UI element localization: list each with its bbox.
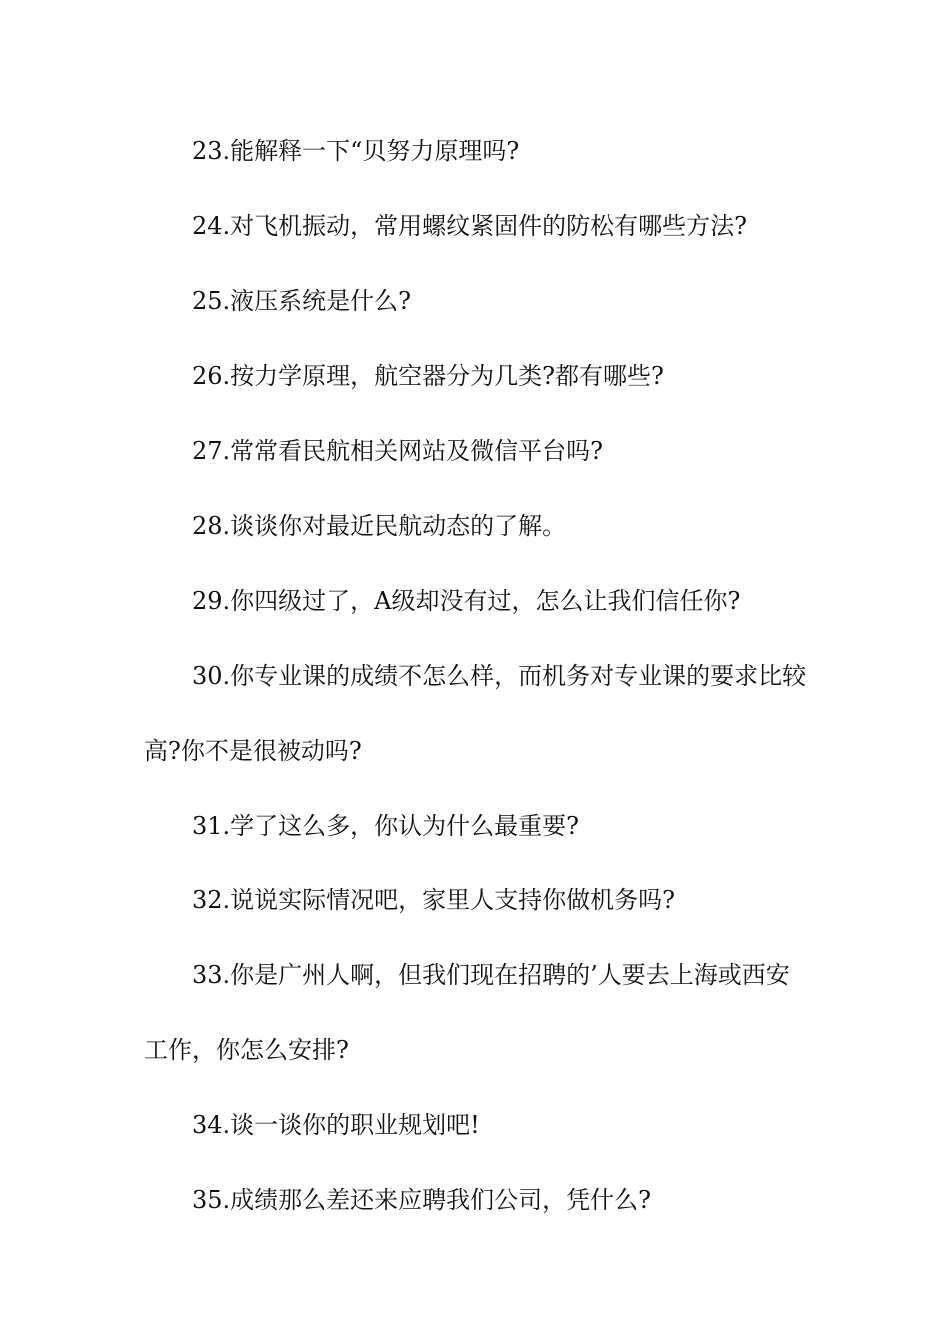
question-30: 30.你专业课的成绩不怎么样，而机务对专业课的要求比较高?你不是很被动吗? bbox=[144, 662, 807, 765]
question-35: 35.成绩那么差还来应聘我们公司，凭什么? bbox=[192, 1186, 652, 1214]
question-33: 33.你是广州人啊，但我们现在招聘的’人要去上海或西安工作，你怎么安排? bbox=[144, 961, 790, 1064]
question-27: 27.常常看民航相关网站及微信平台吗? bbox=[192, 437, 604, 465]
question-31: 31.学了这么多，你认为什么最重要? bbox=[192, 812, 580, 840]
question-26: 26.按力学原理，航空器分为几类?都有哪些? bbox=[192, 362, 664, 390]
question-23: 23.能解释一下“贝努力原理吗? bbox=[192, 137, 520, 165]
question-28: 28.谈谈你对最近民航动态的了解。 bbox=[192, 512, 567, 540]
question-25: 25.液压系统是什么? bbox=[192, 287, 412, 315]
question-34: 34.谈一谈你的职业规划吧! bbox=[192, 1111, 480, 1139]
question-29: 29.你四级过了，A级却没有过，怎么让我们信任你? bbox=[192, 587, 741, 615]
question-24: 24.对飞机振动，常用螺纹紧固件的防松有哪些方法? bbox=[192, 212, 748, 240]
question-32: 32.说说实际情况吧，家里人支持你做机务吗? bbox=[192, 886, 676, 914]
